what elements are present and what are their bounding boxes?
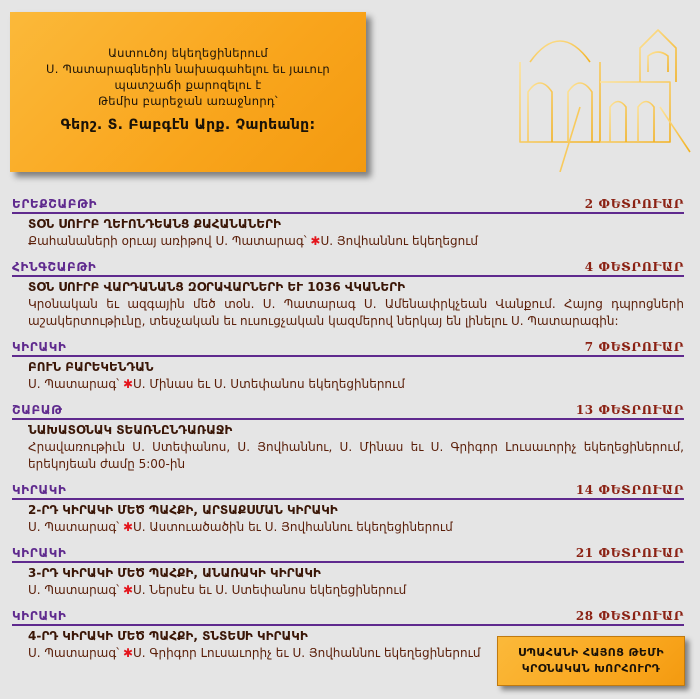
- event-description: [12, 376, 684, 393]
- footer-line-1: ՍՊԱՀԱՆԻ ՀԱՅՈՑ ԹԵՄԻ: [518, 646, 664, 659]
- event-date: 14 ՓԵՏՐՈՒԱՐ: [575, 483, 684, 497]
- event-description: [12, 519, 684, 536]
- event-day: ԿԻՐԱԿԻ: [12, 340, 67, 354]
- header-line-2: Ս. Պատարագներին նախագահելու եւ յաւուր: [46, 62, 330, 76]
- star-icon: ✱: [122, 646, 134, 660]
- event-desc-post: Ս. Ներսէս եւ Ս. Ստեփանոս եկեղեցիներում: [133, 583, 407, 597]
- event-description: [12, 233, 684, 250]
- header-line-1: Աստուծոյ եկեղեցիներում: [108, 46, 268, 60]
- footer-inner: [498, 637, 684, 677]
- event-date: 28 ՓԵՏՐՈՒԱՐ: [575, 609, 684, 623]
- event-desc-pre: Ս. Պատարագ՝: [28, 520, 120, 534]
- event-header: [12, 481, 684, 500]
- event-date: 7 ՓԵՏՐՈՒԱՐ: [584, 340, 684, 354]
- event-day: ՀԻՆԳՇԱԲԹԻ: [12, 260, 97, 274]
- event-header: [12, 401, 684, 420]
- star-icon: ✱: [122, 377, 134, 391]
- event-item: [12, 338, 684, 393]
- event-header: [12, 338, 684, 357]
- events-list: [12, 195, 684, 670]
- event-description: [12, 582, 684, 599]
- event-desc-pre: Քահանաների օրւայ առիթով Ս. Պատարագ՝: [28, 234, 307, 248]
- event-title: 2-ՐԴ ԿԻՐԱԿԻ ՄԵԾ ՊԱՀՔԻ, ԱՐՏԱՔՍՄԱՆ ԿԻՐԱԿԻ: [28, 503, 338, 517]
- event-item: [12, 195, 684, 250]
- event-day: ԿԻՐԱԿԻ: [12, 609, 67, 623]
- event-desc-pre: Ս. Պատարագ՝: [28, 646, 120, 660]
- footer-box: [497, 636, 685, 686]
- event-desc-pre: Ս. Պատարագ՝: [28, 377, 120, 391]
- event-header: [12, 258, 684, 277]
- event-desc-post: Ս. Մինաս եւ Ս. Ստեփանոս եկեղեցիներում: [133, 377, 405, 391]
- event-header: [12, 544, 684, 563]
- event-day: ՇԱԲԱԹ: [12, 403, 63, 417]
- event-item: [12, 401, 684, 473]
- event-title: ՆԱԽԱՏՕՆԱԿ ՏԵԱՌՆԸՆԴԱՌԱՋԻ: [28, 423, 233, 437]
- event-title: 3-ՐԴ ԿԻՐԱԿԻ ՄԵԾ ՊԱՀՔԻ, ԱՆԱՌԱԿԻ ԿԻՐԱԿԻ: [28, 566, 321, 580]
- footer-line-2: ԿՐՕՆԱԿԱՆ ԽՈՐՀՈՒՐԴ: [521, 662, 661, 675]
- event-day: ԿԻՐԱԿԻ: [12, 546, 67, 560]
- event-desc-pre: Հրավառութիւն Ս. Ստեփանոս, Ս. Յովհաննու, Ս. Մինաս եւ Ս. Գրիգոր Լուսաւորիչ եկեղեցիներում, երեկոյեան ժամը 5:00-ին: [28, 440, 684, 471]
- star-icon: ✱: [122, 583, 134, 597]
- event-description: [12, 296, 684, 330]
- header-line-3: պատշաճի քարոզելու է: [114, 78, 262, 92]
- event-item: [12, 544, 684, 599]
- event-title: ՏՕՆ ՍՈՒՐԲ ՂԵՒՈՆԴԵԱՆՑ ՔԱՀԱՆԱՆԵՐԻ: [28, 217, 281, 231]
- church-illustration: [500, 12, 695, 172]
- event-header: [12, 607, 684, 626]
- event-header: [12, 195, 684, 214]
- header-signature: Գերշ. Տ. Բաբգէն Արք. Չարեանը:: [60, 117, 316, 133]
- event-date: 2 ՓԵՏՐՈՒԱՐ: [584, 197, 684, 211]
- event-item: [12, 481, 684, 536]
- event-day: ԵՐԵՔՇԱԲԹԻ: [12, 197, 98, 211]
- event-item: [12, 258, 684, 330]
- event-desc-post: Ս. Յովհաննու եկեղեցում: [320, 234, 479, 248]
- star-icon: ✱: [310, 234, 321, 248]
- event-title: ՏՕՆ ՍՈՒՐԲ ՎԱՐԴԱՆԱՆՑ ԶՕՐԱՎԱՐՆԵՐԻ ԵՒ 1036 ՎԿԱՆԵՐԻ: [28, 280, 406, 294]
- event-title: 4-ՐԴ ԿԻՐԱԿԻ ՄԵԾ ՊԱՀՔԻ, ՏՆՏԵՍԻ ԿԻՐԱԿԻ: [28, 629, 308, 643]
- event-desc-post: Ս. Գրիգոր Լուսաւորիչ եւ Ս. Յովհաննու եկեղեցիներում: [133, 646, 481, 660]
- event-day: ԿԻՐԱԿԻ: [12, 483, 67, 497]
- header-line-4: Թեմիս բարեջան առաջնորդ՝: [98, 94, 278, 108]
- event-desc-pre: Ս. Պատարագ՝: [28, 583, 120, 597]
- star-icon: ✱: [122, 520, 134, 534]
- event-date: 21 ՓԵՏՐՈՒԱՐ: [575, 546, 684, 560]
- event-desc-pre: Կրօնական եւ ազգային մեծ տօն. Ս. Պատարագ Ս. Ամենափրկչեան Վանքում. Հայոց դպրոցների աշակերտութիւնը, տեսչական եւ ուսուցչական կազմերով ներկայ են լինելու Ս. Պատարագին:: [28, 297, 684, 328]
- event-date: 4 ՓԵՏՐՈՒԱՐ: [584, 260, 684, 274]
- header-box: [10, 12, 366, 172]
- event-date: 13 ՓԵՏՐՈՒԱՐ: [575, 403, 684, 417]
- event-desc-post: Ս. Աստուածածին եւ Ս. Յովհաննու եկեղեցիներում: [133, 520, 453, 534]
- event-description: [12, 439, 684, 473]
- header-lines: [10, 12, 366, 109]
- event-title: ԲՈՒՆ ԲԱՐԵԿԵՆԴԱՆ: [28, 360, 154, 374]
